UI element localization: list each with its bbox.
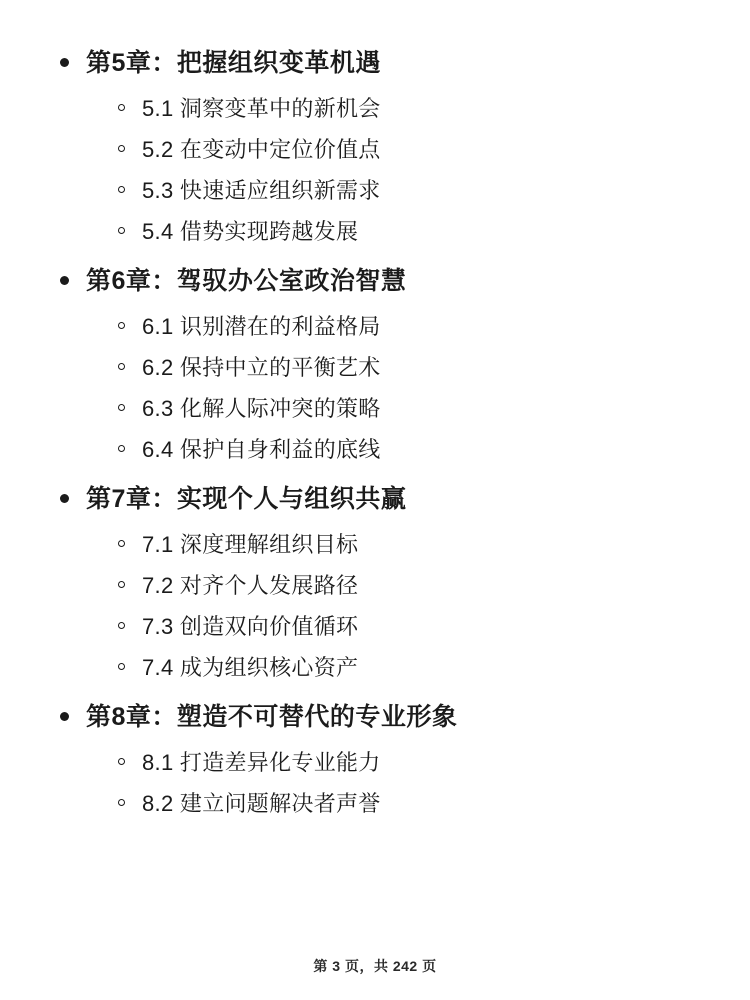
circle-bullet-icon	[118, 570, 142, 588]
section-title: 7.1 深度理解组织目标	[142, 532, 359, 557]
toc-section[interactable]	[118, 524, 690, 565]
disc-bullet-icon	[60, 264, 86, 285]
chapter-sections	[60, 88, 690, 252]
toc-section[interactable]	[118, 742, 690, 783]
section-title: 7.4 成为组织核心资产	[142, 655, 359, 680]
section-title: 6.4 保护自身利益的底线	[142, 437, 381, 462]
circle-bullet-icon	[118, 352, 142, 370]
toc-section[interactable]	[118, 783, 690, 824]
toc-section[interactable]	[118, 565, 690, 606]
toc-section[interactable]	[118, 306, 690, 347]
chapter-title: 第7章：实现个人与组织共赢	[86, 485, 407, 513]
circle-bullet-icon	[118, 175, 142, 193]
toc-section[interactable]	[118, 429, 690, 470]
circle-bullet-icon	[118, 93, 142, 111]
chapter-title: 第8章：塑造不可替代的专业形象	[86, 703, 458, 731]
section-title: 8.1 打造差异化专业能力	[142, 750, 381, 775]
toc-chapter	[60, 694, 690, 824]
section-title: 6.1 识别潜在的利益格局	[142, 314, 381, 339]
circle-bullet-icon	[118, 434, 142, 452]
disc-bullet-icon	[60, 46, 86, 67]
chapter-heading[interactable]	[60, 40, 690, 86]
chapter-heading[interactable]	[60, 694, 690, 740]
toc-section[interactable]	[118, 647, 690, 688]
circle-bullet-icon	[118, 311, 142, 329]
toc-section[interactable]	[118, 211, 690, 252]
circle-bullet-icon	[118, 216, 142, 234]
circle-bullet-icon	[118, 611, 142, 629]
table-of-contents	[60, 40, 690, 824]
toc-chapter	[60, 40, 690, 252]
section-title: 6.3 化解人际冲突的策略	[142, 396, 381, 421]
chapter-sections	[60, 524, 690, 688]
chapter-sections	[60, 742, 690, 824]
chapter-title: 第6章：驾驭办公室政治智慧	[86, 267, 407, 295]
disc-bullet-icon	[60, 482, 86, 503]
toc-section[interactable]	[118, 606, 690, 647]
chapter-sections	[60, 306, 690, 470]
section-title: 7.3 创造双向价值循环	[142, 614, 359, 639]
chapter-heading[interactable]	[60, 476, 690, 522]
toc-section[interactable]	[118, 88, 690, 129]
toc-chapter	[60, 476, 690, 688]
chapter-heading[interactable]	[60, 258, 690, 304]
toc-chapter	[60, 258, 690, 470]
section-title: 5.2 在变动中定位价值点	[142, 137, 381, 162]
circle-bullet-icon	[118, 529, 142, 547]
circle-bullet-icon	[118, 788, 142, 806]
section-title: 7.2 对齐个人发展路径	[142, 573, 359, 598]
toc-section[interactable]	[118, 388, 690, 429]
circle-bullet-icon	[118, 393, 142, 411]
section-title: 8.2 建立问题解决者声誉	[142, 791, 381, 816]
toc-section[interactable]	[118, 347, 690, 388]
circle-bullet-icon	[118, 652, 142, 670]
toc-section[interactable]	[118, 170, 690, 211]
chapter-title: 第5章：把握组织变革机遇	[86, 49, 381, 77]
page-footer: 第 3 页，共 242 页	[313, 958, 437, 974]
section-title: 5.4 借势实现跨越发展	[142, 219, 359, 244]
section-title: 5.1 洞察变革中的新机会	[142, 96, 381, 121]
toc-section[interactable]	[118, 129, 690, 170]
circle-bullet-icon	[118, 747, 142, 765]
disc-bullet-icon	[60, 700, 86, 721]
section-title: 6.2 保持中立的平衡艺术	[142, 355, 381, 380]
section-title: 5.3 快速适应组织新需求	[142, 178, 381, 203]
circle-bullet-icon	[118, 134, 142, 152]
